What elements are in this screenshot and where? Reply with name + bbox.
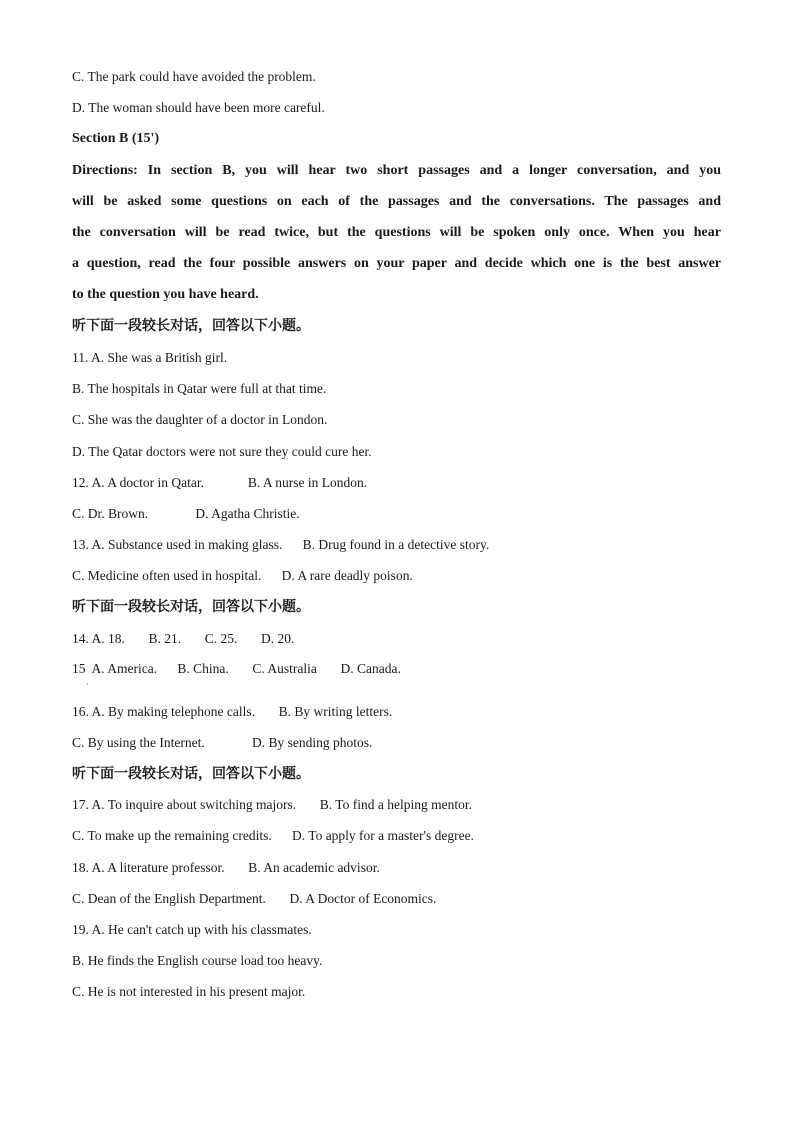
question-19-option-a: 19. A. He can't catch up with his classmates. (72, 922, 312, 937)
directions-line-4: a question, read the four possible answers on your paper and decide which one is the best answer (72, 256, 721, 271)
directions-line-1: Directions: In section B, you will hear two short passages and a longer conversation, and you (72, 163, 721, 178)
question-12-options-cd: C. Dr. Brown. D. Agatha Christie. (72, 506, 300, 521)
directions-line-3: the conversation will be read twice, but the questions will be spoken only once. When you hear (72, 225, 721, 240)
question-17-options-ab: 17. A. To inquire about switching majors. B. To find a helping mentor. (72, 797, 472, 812)
question-15-options: 15 A. America. B. China. C. Australia D. Canada. (72, 661, 401, 676)
answer-option-line: C. The park could have avoided the problem. (72, 69, 316, 84)
question-16-options-cd: C. By using the Internet. D. By sending photos. (72, 735, 373, 750)
section-title: Section B (15') (72, 131, 160, 146)
conversation-instruction: 听下面一段较长对话，回答以下小题。 (72, 766, 310, 782)
question-19-option-b: B. He finds the English course load too heavy. (72, 953, 323, 968)
answer-option-line: D. The woman should have been more careful. (72, 100, 325, 115)
question-11-option-d: D. The Qatar doctors were not sure they could cure her. (72, 444, 372, 459)
question-12-options-ab: 12. A. A doctor in Qatar. B. A nurse in London. (72, 475, 368, 490)
directions-line-5: to the question you have heard. (72, 287, 259, 302)
question-11-option-b: B. The hospitals in Qatar were full at that time. (72, 381, 327, 396)
question-13-options-ab: 13. A. Substance used in making glass. B. Drug found in a detective story. (72, 537, 490, 552)
question-18-options-cd: C. Dean of the English Department. D. A Doctor of Economics. (72, 891, 437, 906)
question-17-options-cd: C. To make up the remaining credits. D. To apply for a master's degree. (72, 828, 474, 843)
question-19-option-c: C. He is not interested in his present major. (72, 984, 306, 999)
question-16-options-ab: 16. A. By making telephone calls. B. By writing letters. (72, 704, 393, 719)
directions-line-2: will be asked some questions on each of the passages and the conversations. The passages and (72, 194, 721, 209)
conversation-instruction: 听下面一段较长对话，回答以下小题。 (72, 318, 310, 334)
stray-dot-mark: · (86, 679, 89, 689)
question-14-options: 14. A. 18. B. 21. C. 25. D. 20. (72, 631, 295, 646)
question-18-options-ab: 18. A. A literature professor. B. An academic advisor. (72, 860, 380, 875)
conversation-instruction: 听下面一段较长对话，回答以下小题。 (72, 599, 310, 615)
question-13-options-cd: C. Medicine often used in hospital. D. A rare deadly poison. (72, 568, 413, 583)
question-11-option-a: 11. A. She was a British girl. (72, 350, 228, 365)
question-11-option-c: C. She was the daughter of a doctor in London. (72, 412, 328, 427)
